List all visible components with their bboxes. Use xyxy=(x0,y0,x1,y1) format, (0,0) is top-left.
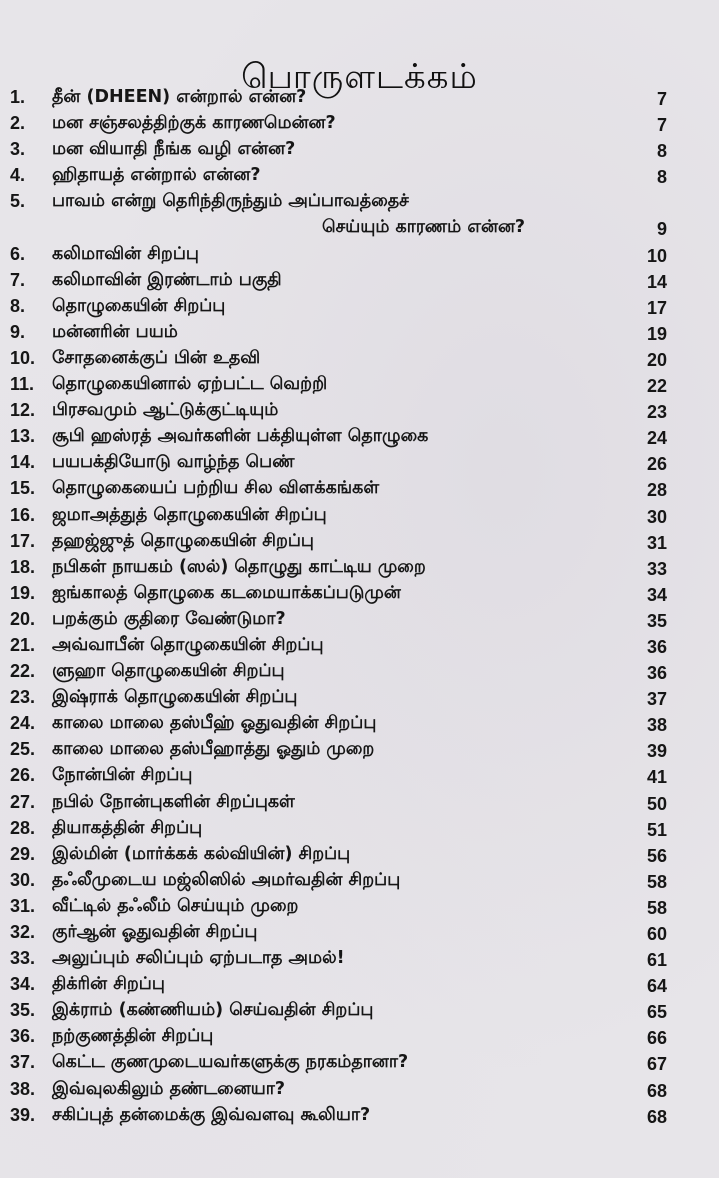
toc-entry xyxy=(0,893,719,919)
toc-entry xyxy=(0,736,719,762)
entry-page-number: 36 xyxy=(646,663,667,684)
page-title: பொருளடக்கம் xyxy=(241,56,478,97)
entry-page-number: 58 xyxy=(646,897,667,918)
entry-number: 6. xyxy=(10,243,26,264)
entry-title: திக்ரின் சிறப்பு xyxy=(52,974,165,995)
entry-page-number: 38 xyxy=(646,715,667,736)
entry-number: 7. xyxy=(10,269,26,290)
entry-title: பிரசவமும் ஆட்டுக்குட்டியும் xyxy=(52,400,279,421)
entry-page-number: 64 xyxy=(646,976,667,997)
toc-entry xyxy=(0,241,719,267)
entry-title: தீன் (DHEEN) என்றால் என்ன? xyxy=(52,87,307,107)
entry-title: தஹஜ்ஜுத் தொழுகையின் சிறப்பு xyxy=(52,530,314,551)
entry-page-number: 28 xyxy=(646,480,667,501)
entry-title-continuation: செய்யும் காரணம் என்ன? xyxy=(322,217,526,238)
entry-title: வீட்டில் தஃலீம் செய்யும் முறை xyxy=(52,895,299,916)
entry-number: 25. xyxy=(10,739,36,760)
entry-number: 32. xyxy=(10,922,36,942)
toc-entry xyxy=(0,789,719,815)
entry-page-number: 67 xyxy=(646,1054,667,1075)
entry-page-number: 26 xyxy=(646,454,667,475)
entry-page-number: 10 xyxy=(646,245,667,266)
toc-entry xyxy=(0,684,719,710)
entry-number: 29. xyxy=(10,843,36,864)
entry-title: ளுஹா தொழுகையின் சிறப்பு xyxy=(52,661,285,682)
entry-number: 28. xyxy=(10,817,36,838)
entry-page-number: 37 xyxy=(646,689,667,710)
entry-page-number: 17 xyxy=(646,297,667,318)
entry-title: தொழுகையின் சிறப்பு xyxy=(52,295,226,316)
entry-title: காலை மாலை தஸ்பீஹாத்து ஓதும் முறை xyxy=(52,739,375,760)
entry-title: சகிப்புத் தன்மைக்கு இவ்வளவு கூலியா? xyxy=(52,1104,371,1125)
entry-title: நோன்பின் சிறப்பு xyxy=(52,765,193,786)
toc-entry xyxy=(0,554,719,580)
entry-number: 5. xyxy=(10,191,26,212)
entry-page-number: 33 xyxy=(646,558,667,579)
entry-page-number: 35 xyxy=(646,610,667,631)
entry-number: 16. xyxy=(10,504,36,525)
entry-page-number: 56 xyxy=(646,845,667,866)
entry-number: 31. xyxy=(10,895,36,916)
entry-title: அலுப்பும் சலிப்பும் ஏற்படாத அமல்! xyxy=(52,948,345,969)
entry-title: தொழுகையினால் ஏற்பட்ட வெற்றி xyxy=(52,374,328,395)
entry-page-number: 60 xyxy=(646,924,667,944)
entry-page-number: 34 xyxy=(646,584,667,605)
entry-title: மன சஞ்சலத்திற்குக் காரணமென்ன? xyxy=(52,113,336,134)
entry-title: பறக்கும் குதிரை வேண்டுமா? xyxy=(52,608,286,629)
entry-number: 38. xyxy=(10,1078,36,1099)
toc-entry xyxy=(0,971,719,997)
entry-page-number: 23 xyxy=(646,402,667,423)
entry-page-number: 61 xyxy=(646,950,667,971)
entry-number: 26. xyxy=(10,765,36,786)
toc-entry xyxy=(0,815,719,841)
entry-title: பயபக்தியோடு வாழ்ந்த பெண் xyxy=(52,452,295,473)
entry-number: 4. xyxy=(10,165,26,186)
entry-number: 23. xyxy=(10,687,36,708)
toc-entry xyxy=(0,1102,719,1128)
entry-page-number: 20 xyxy=(646,349,667,370)
entry-number: 27. xyxy=(10,791,36,812)
entry-page-number: 58 xyxy=(646,871,667,892)
entry-title: கெட்ட குணமுடையவர்களுக்கு நரகம்தானா? xyxy=(52,1052,409,1073)
entry-number: 36. xyxy=(10,1026,36,1047)
entry-page-number: 31 xyxy=(646,532,667,553)
entry-number: 33. xyxy=(10,948,36,969)
entry-number: 22. xyxy=(10,661,36,682)
entry-title: மன்னரின் பயம் xyxy=(52,321,178,342)
entry-title: ஹிதாயத் என்றால் என்ன? xyxy=(52,165,261,186)
entry-number: 18. xyxy=(10,556,36,577)
entry-page-number: 36 xyxy=(646,636,667,657)
toc-entry xyxy=(0,919,719,945)
entry-page-number: 9 xyxy=(656,219,667,240)
entry-number: 14. xyxy=(10,452,36,473)
entry-title: கலிமாவின் சிறப்பு xyxy=(52,243,199,264)
entry-number: 34. xyxy=(10,974,36,995)
entry-number: 11. xyxy=(10,374,35,395)
toc-entry xyxy=(0,136,719,162)
entry-title: நபில் நோன்புகளின் சிறப்புகள் xyxy=(52,791,295,812)
toc-entry xyxy=(0,188,719,240)
table-of-contents xyxy=(0,84,719,1128)
toc-entry xyxy=(0,397,719,423)
toc-entry xyxy=(0,632,719,658)
toc-entry xyxy=(0,997,719,1023)
entry-title: காலை மாலை தஸ்பீஹ் ஓதுவதின் சிறப்பு xyxy=(52,713,377,734)
toc-entry xyxy=(0,84,719,110)
toc-entry xyxy=(0,110,719,136)
entry-page-number: 68 xyxy=(646,1106,667,1127)
entry-page-number: 22 xyxy=(646,376,667,397)
toc-entry xyxy=(0,449,719,475)
entry-page-number: 50 xyxy=(646,793,667,814)
entry-title: நபிகள் நாயகம் (ஸல்) தொழுது காட்டிய முறை xyxy=(52,556,426,577)
entry-title: தஃலீமுடைய மஜ்லிஸில் அமர்வதின் சிறப்பு xyxy=(52,869,401,890)
entry-page-number: 41 xyxy=(646,767,667,788)
toc-entry xyxy=(0,423,719,449)
toc-entry xyxy=(0,1049,719,1075)
entry-page-number: 14 xyxy=(646,271,667,292)
entry-number: 30. xyxy=(10,869,36,890)
toc-entry xyxy=(0,528,719,554)
entry-title: இல்மின் (மார்க்கக் கல்வியின்) சிறப்பு xyxy=(52,843,351,864)
entry-number: 21. xyxy=(10,634,36,655)
entry-number: 24. xyxy=(10,713,36,734)
entry-page-number: 51 xyxy=(646,819,667,840)
entry-number: 3. xyxy=(10,139,26,160)
entry-number: 9. xyxy=(10,321,26,342)
toc-entry xyxy=(0,267,719,293)
entry-page-number: 24 xyxy=(646,428,667,449)
entry-title: இஷ்ராக் தொழுகையின் சிறப்பு xyxy=(52,687,298,708)
toc-entry xyxy=(0,345,719,371)
entry-title: நற்குணத்தின் சிறப்பு xyxy=(52,1026,214,1047)
entry-number: 12. xyxy=(10,400,36,421)
entry-title: சோதனைக்குப் பின் உதவி xyxy=(52,347,261,368)
toc-entry xyxy=(0,475,719,501)
toc-entry xyxy=(0,293,719,319)
entry-number: 15. xyxy=(10,478,36,499)
entry-page-number: 68 xyxy=(646,1080,667,1101)
toc-entry xyxy=(0,762,719,788)
toc-entry xyxy=(0,371,719,397)
entry-title: கலிமாவின் இரண்டாம் பகுதி xyxy=(52,269,282,290)
entry-page-number: 8 xyxy=(656,167,667,188)
entry-title: தொழுகையைப் பற்றிய சில விளக்கங்கள் xyxy=(52,478,380,499)
toc-entry xyxy=(0,606,719,632)
toc-entry xyxy=(0,710,719,736)
entry-title: தியாகத்தின் சிறப்பு xyxy=(52,817,203,838)
entry-number: 10. xyxy=(10,347,36,368)
entry-number: 19. xyxy=(10,582,36,603)
toc-entry xyxy=(0,502,719,528)
entry-number: 20. xyxy=(10,608,36,629)
entry-title: சூபி ஹஸ்ரத் அவர்களின் பக்தியுள்ள தொழுகை xyxy=(52,426,429,447)
entry-number: 13. xyxy=(10,426,36,447)
entry-title: ஐங்காலத் தொழுகை கடமையாக்கப்படுமுன் xyxy=(52,582,401,603)
toc-entry xyxy=(0,841,719,867)
toc-entry xyxy=(0,658,719,684)
entry-title: பாவம் என்று தெரிந்திருந்தும் அப்பாவத்தைச் xyxy=(52,191,409,212)
toc-entry xyxy=(0,162,719,188)
entry-page-number: 8 xyxy=(656,141,667,162)
entry-number: 17. xyxy=(10,530,36,551)
toc-entry xyxy=(0,319,719,345)
entry-number: 35. xyxy=(10,1000,36,1021)
toc-entry xyxy=(0,945,719,971)
entry-page-number: 66 xyxy=(646,1028,667,1049)
entry-page-number: 65 xyxy=(646,1002,667,1023)
entry-title: ஜமாஅத்துத் தொழுகையின் சிறப்பு xyxy=(52,504,327,525)
entry-title: மன வியாதி நீங்க வழி என்ன? xyxy=(52,139,296,160)
entry-title: குர்ஆன் ஓதுவதின் சிறப்பு xyxy=(52,922,258,942)
toc-entry xyxy=(0,1023,719,1049)
toc-entry xyxy=(0,1076,719,1102)
entry-number: 8. xyxy=(10,295,26,316)
entry-number: 39. xyxy=(10,1104,36,1125)
entry-number: 1. xyxy=(10,87,26,107)
entry-title: அவ்வாபீன் தொழுகையின் சிறப்பு xyxy=(52,634,324,655)
entry-page-number: 7 xyxy=(656,115,667,136)
entry-page-number: 19 xyxy=(646,323,667,344)
entry-number: 37. xyxy=(10,1052,36,1073)
entry-page-number: 7 xyxy=(656,89,667,109)
toc-entry xyxy=(0,867,719,893)
entry-title: இக்ராம் (கண்ணியம்) செய்வதின் சிறப்பு xyxy=(52,1000,374,1021)
entry-page-number: 30 xyxy=(646,506,667,527)
entry-page-number: 39 xyxy=(646,741,667,762)
toc-entry xyxy=(0,580,719,606)
entry-number: 2. xyxy=(10,113,26,134)
entry-title: இவ்வுலகிலும் தண்டனையா? xyxy=(52,1078,286,1099)
